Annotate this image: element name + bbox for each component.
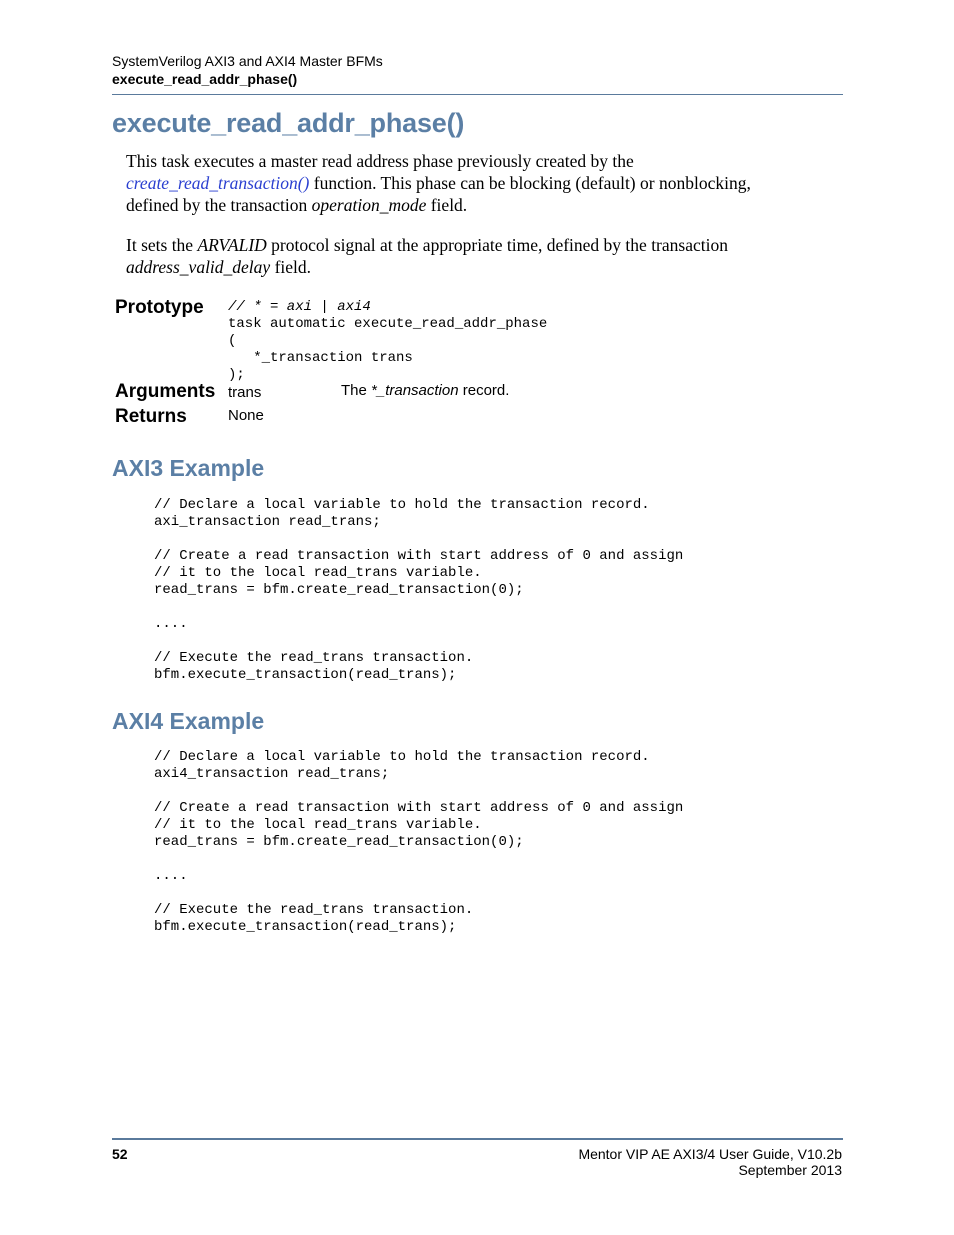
intro-text-5: field. (426, 195, 468, 215)
address-valid-delay-term: address_valid_delay (126, 257, 271, 277)
create-read-transaction-link[interactable]: create_read_transaction() (126, 173, 310, 193)
arvalid-text-3: protocol signal at the appropriate time, defined by the transaction (266, 235, 728, 255)
axi3-example-code: // Declare a local variable to hold the transaction record. axi_transaction read_trans; // Create a read transaction with start address of 0 and assign // it to the local read_trans variable. read_trans = bfm.create_read_transaction(0); .... // Execute the read_trans transaction. bfm.execute_transaction(read_trans); (154, 497, 684, 683)
arvalid-term: ARVALID (197, 235, 267, 255)
intro-text-3: defined by the transaction (126, 195, 312, 215)
arvalid-text-5: field. (270, 257, 312, 277)
intro-paragraph (126, 150, 826, 216)
footer-guide-title: Mentor VIP AE AXI3/4 User Guide, V10.2b (578, 1146, 842, 1162)
page-number: 52 (112, 1146, 128, 1162)
returns-value: None (228, 407, 264, 424)
footer-date: September 2013 (738, 1162, 842, 1178)
prototype-line-1: task automatic execute_read_addr_phase (228, 316, 548, 332)
prototype-line-4: ); (228, 367, 245, 383)
axi4-example-code: // Declare a local variable to hold the transaction record. axi4_transaction read_trans; // Create a read transaction with start address of 0 and assign // it to the local read_trans variable. read_trans = bfm.create_read_transaction(0); .... // Execute the read_trans transaction. bfm.execute_transaction(read_trans); (154, 749, 684, 935)
intro-text-2: function. This phase can be blocking (default) or nonblocking, (309, 173, 751, 193)
argument-desc-pre: The (341, 382, 372, 399)
prototype-code (228, 299, 547, 384)
axi4-example-heading: AXI4 Example (112, 708, 265, 734)
argument-desc-post: record. (458, 382, 510, 399)
argument-desc-type: *_transaction (371, 382, 459, 399)
prototype-comment: // * = axi | axi4 (228, 299, 371, 315)
prototype-line-3: *_transaction trans (228, 350, 413, 366)
prototype-label: Prototype (115, 297, 204, 318)
argument-name: trans (228, 384, 262, 401)
arvalid-text-1: It sets the (126, 235, 198, 255)
arvalid-paragraph (126, 234, 826, 278)
header-rule (112, 94, 843, 95)
prototype-line-2: ( (228, 333, 237, 349)
running-header-title: SystemVerilog AXI3 and AXI4 Master BFMs (112, 53, 383, 69)
operation-mode-term: operation_mode (311, 195, 427, 215)
axi3-example-heading: AXI3 Example (112, 455, 265, 481)
running-header-section: execute_read_addr_phase() (112, 71, 298, 87)
footer-rule (112, 1138, 843, 1140)
arguments-label: Arguments (115, 381, 216, 402)
page-title: execute_read_addr_phase() (112, 108, 465, 138)
intro-text-1: This task executes a master read address phase previously created by the (126, 151, 634, 171)
returns-label: Returns (115, 406, 187, 427)
argument-description (341, 382, 509, 399)
